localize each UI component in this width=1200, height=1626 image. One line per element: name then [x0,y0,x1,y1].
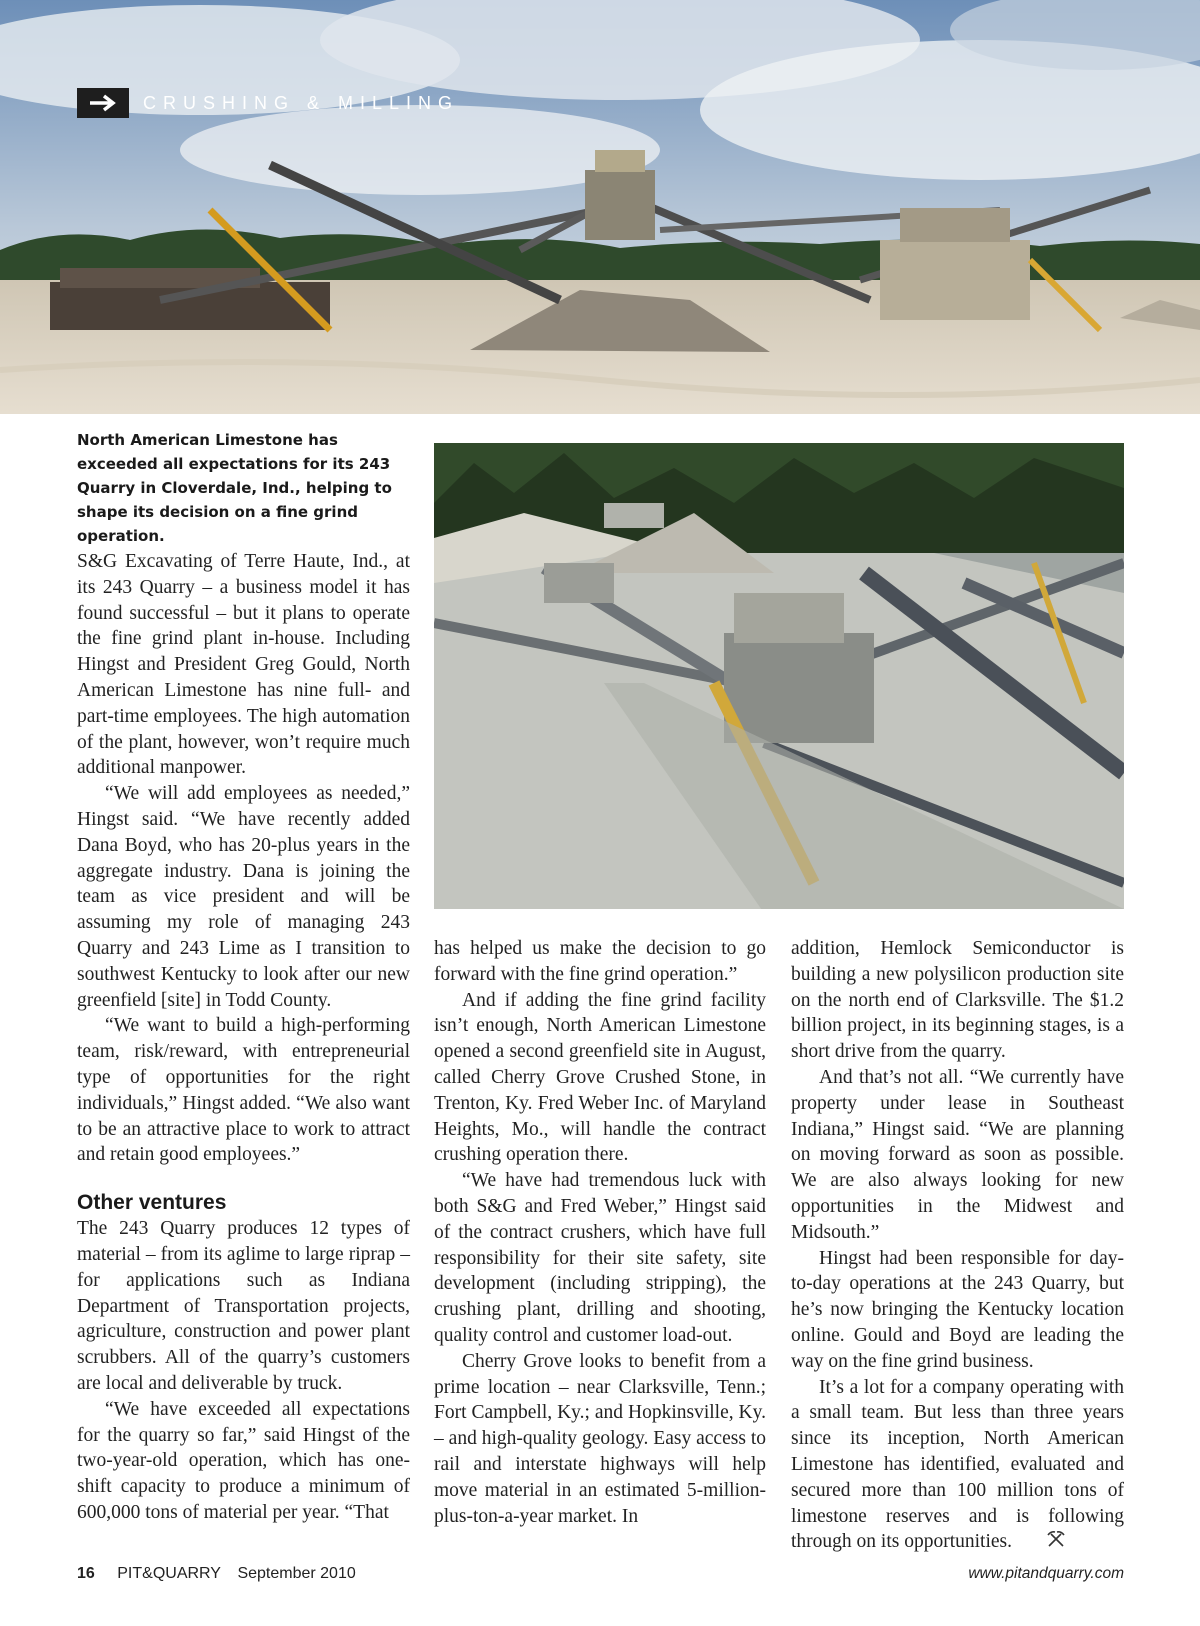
article-column-2 [434,936,766,1529]
website-link[interactable]: www.pitandquarry.com [968,1565,1124,1582]
conveyor-plant-photo [434,443,1124,909]
hero-photo [0,0,1200,414]
secondary-photo [434,443,1124,909]
article-column-3 [791,936,1124,1557]
issue-date: September 2010 [237,1565,356,1582]
paragraph-text: It’s a lot for a company operating with a small team. But less than three years since its inception, North American Limestone has identified, evaluated and secured more than 100 million tons of limestone reserves and is following through on its opportunities. [791,1376,1124,1553]
paragraph: has helped us make the decision to go forward with the fine grind operation.” [434,938,766,985]
last-paragraph [791,1375,1124,1558]
paragraph: “We have had tremendous luck with both S&G and Fred Weber,” Hingst said of the contract crushers, which have full responsibility for their site safety, site development (including stripping), the crushing plant, drilling and shooting, quality control and customer load-out. [434,1170,766,1346]
paragraph: The 243 Quarry produces 12 types of material – from its aglime to large riprap – for applications such as Indiana Department of Transportation projects, agriculture, construction and power plant scrubbers. All of the quarry’s customers are local and deliverable by truck. [77,1218,410,1394]
paragraph: S&G Excavating of Terre Haute, Ind., at its 243 Quarry – a business model it has found successful – but it plans to operate the fine grind plant in-house. Including Hingst and President Greg Gould, North American Limestone has nine full- and part-time employees. The high automation of the plant, however, won’t require much additional manpower. [77,551,410,779]
paragraph: And if adding the fine grind facility isn’t enough, North American Limestone opened a second greenfield site in August, called Cherry Grove Crushed Stone, in Trenton, Ky. Fred Weber Inc. of Maryland Heights, Mo., will handle the contract crushing operation there. [434,989,766,1166]
arrow-right-icon [77,88,129,118]
footer-left [77,1565,356,1583]
paragraph: And that’s not all. “We currently have property under lease in Southeast Indiana,” Hingst said. “We are planning on moving forward as soon as possible. We are also always looking for new opportunities in the Midwest and Midsouth.” [791,1066,1124,1243]
paragraph: “We will add employees as needed,” Hingst said. “We have recently added Dana Boyd, who has 20-plus years in the aggregate industry. Dana is joining the team as vice president and will be assuming my role of managing 243 Quarry and 243 Lime as I transition to southwest Kentucky to look after our new greenfield [site] in Todd County. [77,783,410,1011]
paragraph: “We want to build a high-performing team, risk/reward, with entrepreneurial type of opportunities for the right individuals,” Hingst added. “We also want to be an attractive place to work to attract and retain good employees.” [77,1015,410,1166]
photo-caption: North American Limestone has exceeded all expectations for its 243 Quarry in Cloverdale, Ind., helping to shape its decision on a fine grind operation. [77,431,392,545]
crossed-pickaxes-icon [1018,1529,1066,1557]
paragraph: Hingst had been responsible for day-to-day operations at the 243 Quarry, but he’s now bringing the Kentucky location online. Gould and Boyd are leading the way on the fine grind business. [791,1247,1124,1372]
publication-name: PIT&QUARRY [117,1565,221,1582]
section-label: CRUSHING & MILLING [143,92,460,113]
quarry-plant-photo [0,0,1200,414]
paragraph: “We have exceeded all expectations for the quarry so far,” said Hingst of the two-year-old operation, which has one-shift capacity to produce a minimum of 600,000 tons of material per year. “That [77,1398,410,1523]
page-number: 16 [77,1565,95,1582]
subheading: Other ventures [77,1191,227,1215]
paragraph: addition, Hemlock Semiconductor is building a new polysilicon production site on the north end of Clarksville. The $1.2 billion project, in its beginning stages, is a short drive from the quarry. [791,938,1124,1063]
article-column-1 [77,549,410,1526]
paragraph: Cherry Grove looks to benefit from a prime location – near Clarksville, Tenn.; Fort Campbell, Ky.; and Hopkinsville, Ky. – and high-quality geology. Easy access to rail and interstate highways will help move material in an estimated 5-million-plus-ton-a-year market. In [434,1350,766,1527]
section-tag [77,88,459,118]
